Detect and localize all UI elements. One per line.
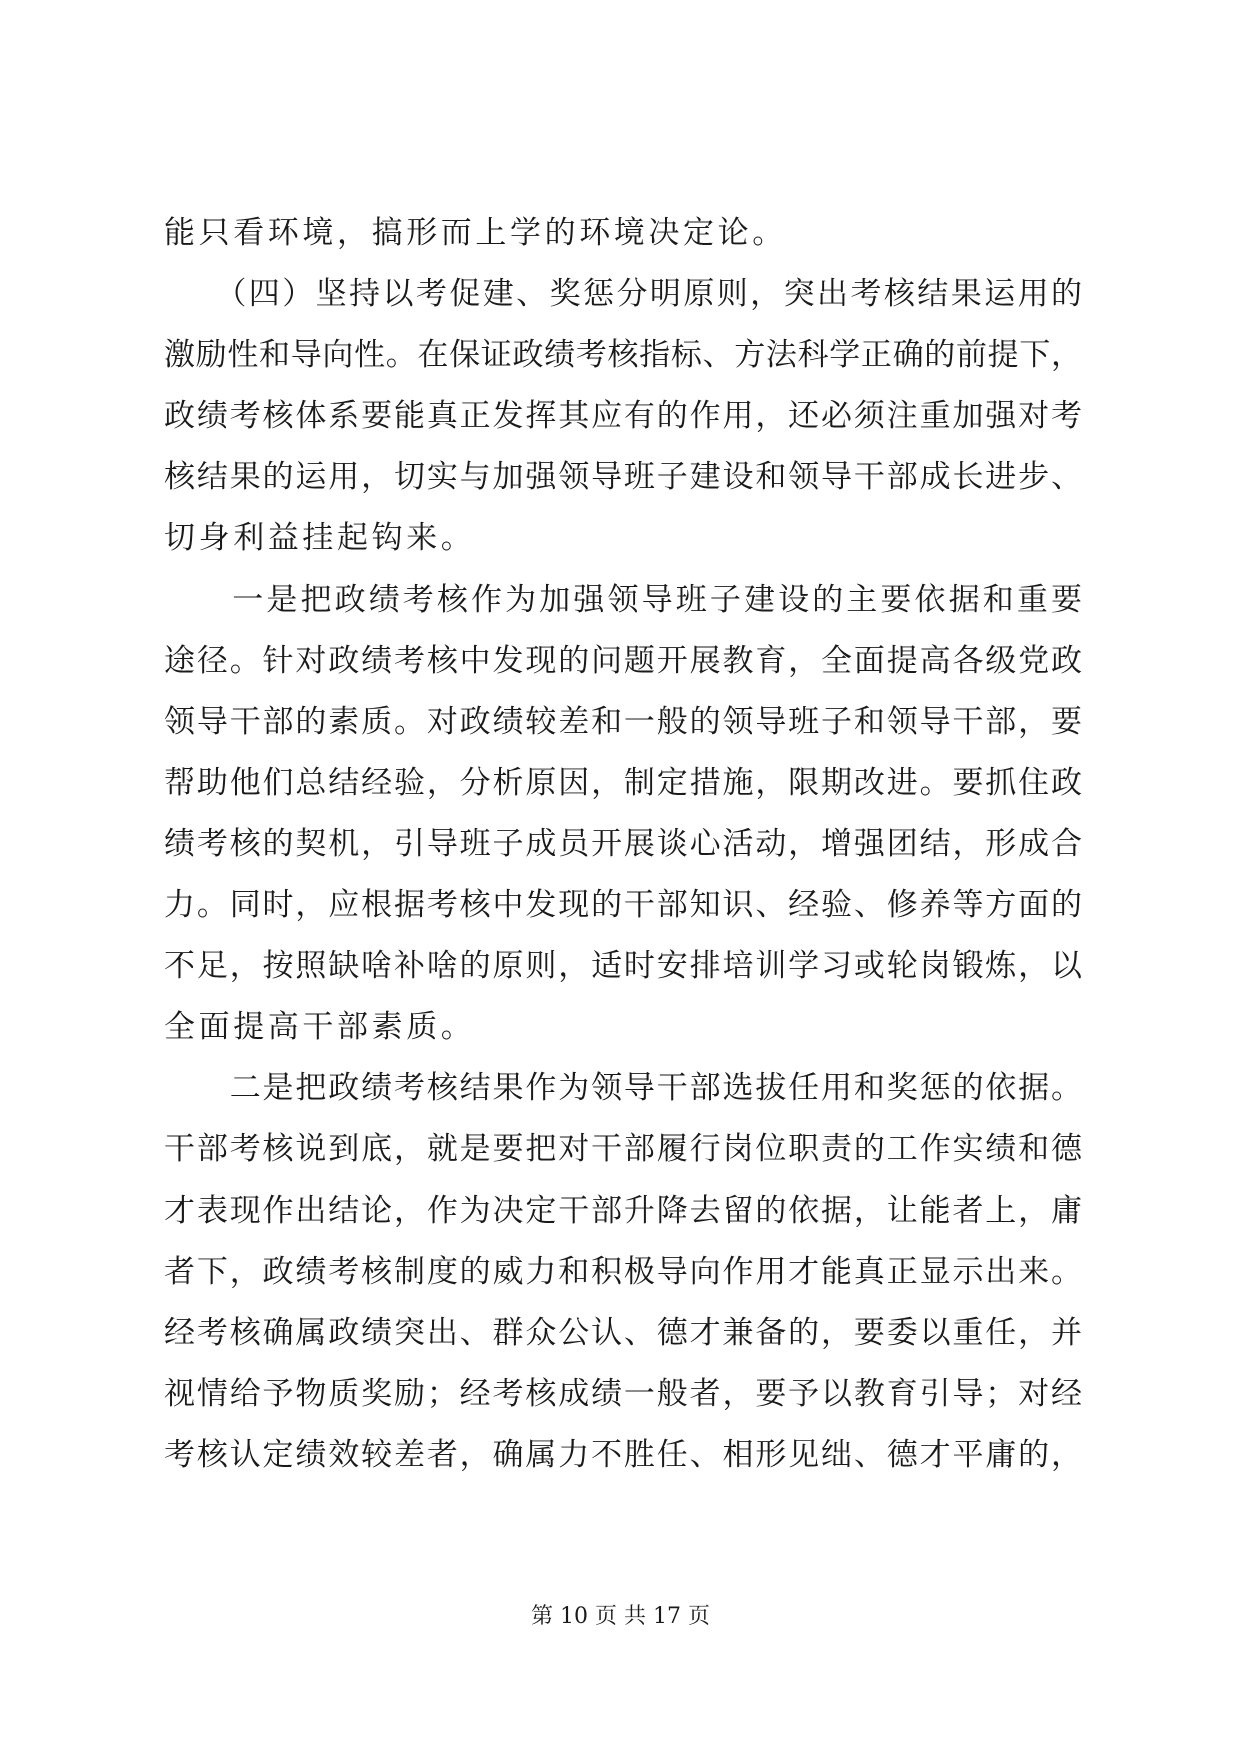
text-line: 考核认定绩效较差者，确属力不胜任、相形见绌、德才平庸的，: [164, 1436, 1082, 1473]
text-line: （四）坚持以考促建、奖惩分明原则，突出考核结果运用的: [164, 276, 1082, 313]
text-line: 力。同时，应根据考核中发现的干部知识、经验、修养等方面的: [164, 887, 1082, 924]
text-line: 干部考核说到底，就是要把对干部履行岗位职责的工作实绩和德: [164, 1131, 1082, 1168]
text-line: 二是把政绩考核结果作为领导干部选拔任用和奖惩的依据。: [164, 1070, 1082, 1107]
text-line: 视情给予物质奖励；经考核成绩一般者，要予以教育引导；对经: [164, 1375, 1082, 1412]
text-line: 帮助他们总结经验，分析原因，制定措施，限期改进。要抓住政: [164, 764, 1082, 801]
text-line: 一是把政绩考核作为加强领导班子建设的主要依据和重要: [164, 581, 1082, 618]
text-line: 全面提高干部素质。: [164, 1009, 476, 1046]
text-line: 领导干部的素质。对政绩较差和一般的领导班子和领导干部，要: [164, 703, 1082, 740]
text-line: 绩考核的契机，引导班子成员开展谈心活动，增强团结，形成合: [164, 825, 1082, 862]
body-text: [164, 203, 1082, 1486]
page-number-footer: 第 10 页 共 17 页: [531, 1604, 710, 1629]
text-line: 不足，按照缺啥补啥的原则，适时安排培训学习或轮岗锻炼，以: [164, 948, 1082, 985]
text-line: 经考核确属政绩突出、群众公认、德才兼备的，要委以重任，并: [164, 1314, 1082, 1351]
text-line: 切身利益挂起钩来。: [164, 520, 476, 557]
text-line: 能只看环境，搞形而上学的环境决定论。: [164, 215, 787, 251]
text-line: 途径。针对政绩考核中发现的问题开展教育，全面提高各级党政: [164, 642, 1082, 679]
text-line: 政绩考核体系要能真正发挥其应有的作用，还必须注重加强对考: [164, 398, 1082, 435]
text-line: 才表现作出结论，作为决定干部升降去留的依据，让能者上，庸: [164, 1192, 1082, 1229]
text-line: 激励性和导向性。在保证政绩考核指标、方法科学正确的前提下，: [164, 337, 1082, 374]
text-line: 核结果的运用，切实与加强领导班子建设和领导干部成长进步、: [164, 459, 1082, 496]
text-line: 者下，政绩考核制度的威力和积极导向作用才能真正显示出来。: [164, 1253, 1082, 1290]
